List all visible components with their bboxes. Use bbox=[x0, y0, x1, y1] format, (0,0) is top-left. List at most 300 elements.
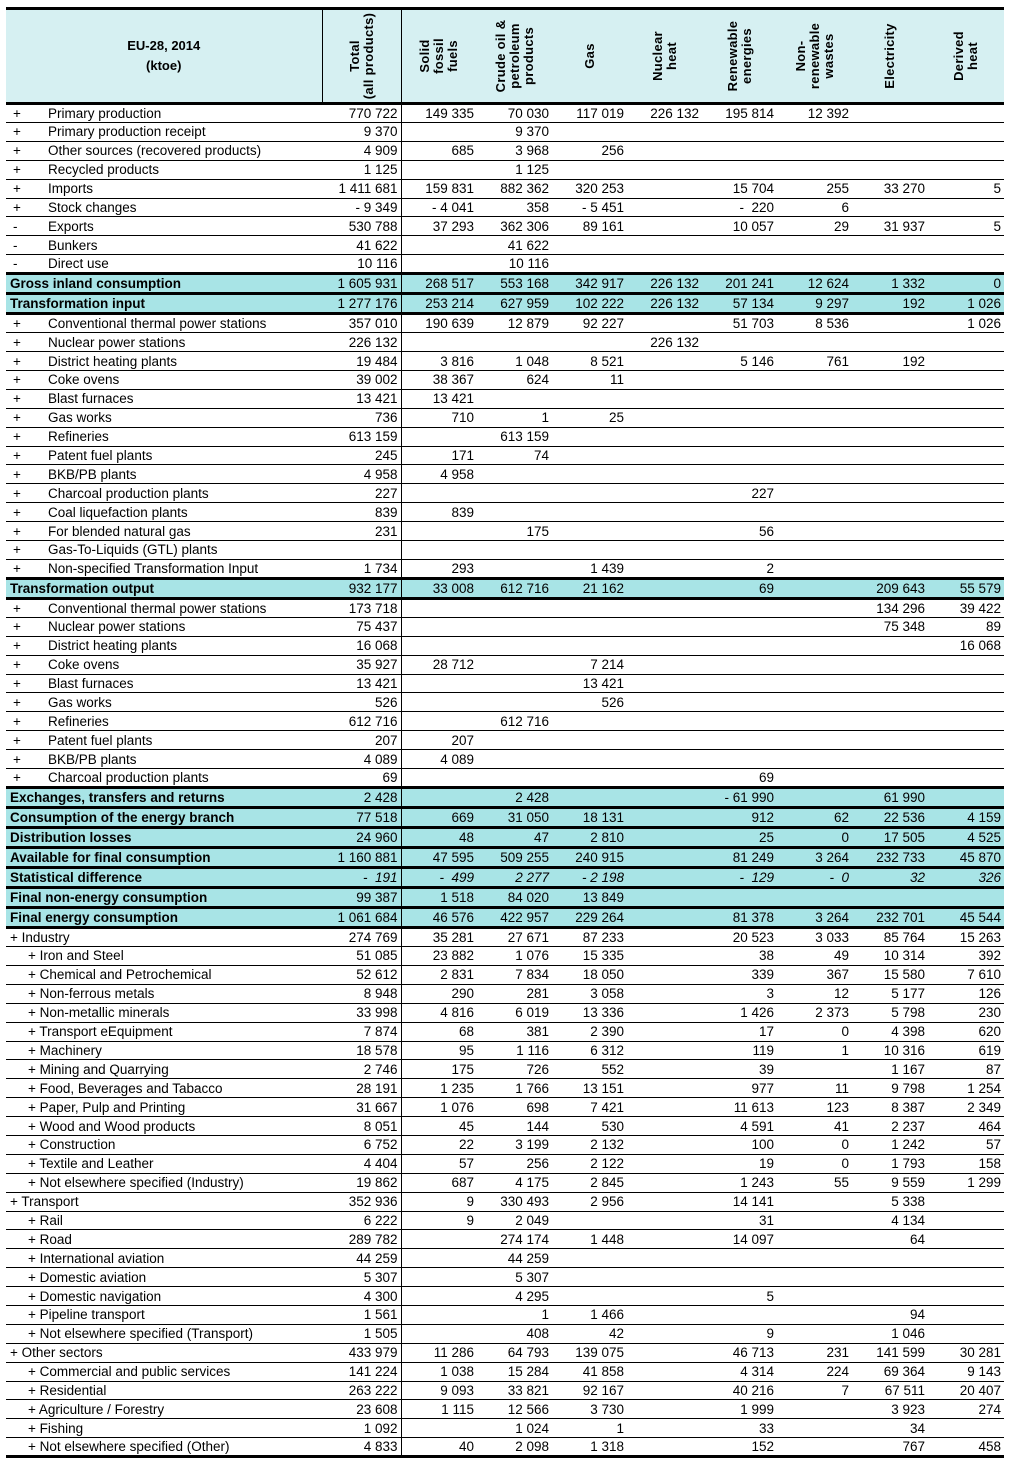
row-sign: + bbox=[6, 141, 42, 160]
cell-solid-fossil-fuels: 4 089 bbox=[401, 750, 477, 769]
cell-gas: 1 318 bbox=[552, 1438, 627, 1457]
cell-gas bbox=[552, 541, 627, 560]
row-label: Charcoal production plants bbox=[42, 769, 322, 788]
cell-solid-fossil-fuels: 46 576 bbox=[401, 908, 477, 928]
cell-electricity bbox=[852, 1268, 928, 1287]
cell-derived-heat: 326 bbox=[928, 868, 1004, 888]
cell-gas: 256 bbox=[552, 141, 627, 160]
cell-total: 99 387 bbox=[322, 888, 401, 908]
cell-total: 227 bbox=[322, 484, 401, 503]
cell-crude-oil bbox=[477, 769, 552, 788]
cell-electricity bbox=[852, 1287, 928, 1306]
cell-electricity: 4 398 bbox=[852, 1022, 928, 1041]
cell-nuclear-heat bbox=[627, 1060, 702, 1079]
cell-solid-fossil-fuels: 1 235 bbox=[401, 1079, 477, 1098]
cell-total: 35 927 bbox=[322, 655, 401, 674]
cell-derived-heat bbox=[928, 104, 1004, 123]
table-row bbox=[6, 559, 1004, 578]
cell-non-renewable-wastes bbox=[777, 1211, 852, 1230]
cell-gas: 117 019 bbox=[552, 104, 627, 123]
cell-gas: 2 132 bbox=[552, 1135, 627, 1154]
cell-nuclear-heat bbox=[627, 1343, 702, 1362]
cell-total: 1 561 bbox=[322, 1305, 401, 1324]
cell-derived-heat: 4 525 bbox=[928, 828, 1004, 848]
table-row bbox=[6, 198, 1004, 217]
row-label: + Paper, Pulp and Printing bbox=[6, 1098, 322, 1117]
cell-non-renewable-wastes: 123 bbox=[777, 1098, 852, 1117]
row-sign: + bbox=[6, 636, 42, 655]
cell-gas: 3 730 bbox=[552, 1400, 627, 1419]
cell-gas: 18 131 bbox=[552, 808, 627, 828]
row-label: Imports bbox=[42, 179, 322, 198]
cell-non-renewable-wastes: 11 bbox=[777, 1079, 852, 1098]
cell-electricity: 33 270 bbox=[852, 179, 928, 198]
table-row bbox=[6, 1305, 1004, 1324]
cell-solid-fossil-fuels: 669 bbox=[401, 808, 477, 828]
cell-total: 4 833 bbox=[322, 1438, 401, 1457]
row-label: Direct use bbox=[42, 255, 322, 274]
cell-solid-fossil-fuels: 45 bbox=[401, 1117, 477, 1136]
cell-nuclear-heat bbox=[627, 389, 702, 408]
cell-electricity bbox=[852, 333, 928, 352]
table-row bbox=[6, 578, 1004, 598]
cell-gas: 320 253 bbox=[552, 179, 627, 198]
cell-total: 357 010 bbox=[322, 314, 401, 333]
cell-renewable-energies bbox=[702, 333, 777, 352]
cell-crude-oil: 1 048 bbox=[477, 352, 552, 371]
header-row bbox=[6, 9, 1004, 104]
row-sign: + bbox=[6, 160, 42, 179]
cell-non-renewable-wastes: 0 bbox=[777, 1154, 852, 1173]
cell-gas bbox=[552, 503, 627, 522]
cell-renewable-energies bbox=[702, 389, 777, 408]
cell-crude-oil: 509 255 bbox=[477, 848, 552, 868]
cell-gas: 87 233 bbox=[552, 928, 627, 947]
table-title bbox=[6, 9, 322, 104]
cell-nuclear-heat bbox=[627, 636, 702, 655]
cell-renewable-energies bbox=[702, 1305, 777, 1324]
cell-nuclear-heat bbox=[627, 1400, 702, 1419]
cell-gas: 25 bbox=[552, 408, 627, 427]
cell-gas: 13 336 bbox=[552, 1003, 627, 1022]
cell-crude-oil: 74 bbox=[477, 446, 552, 465]
table-row bbox=[6, 769, 1004, 788]
cell-derived-heat: 15 263 bbox=[928, 928, 1004, 947]
cell-electricity: 69 364 bbox=[852, 1362, 928, 1381]
cell-total: 231 bbox=[322, 522, 401, 541]
col-header-label: Gas bbox=[581, 43, 597, 69]
cell-gas: 229 264 bbox=[552, 908, 627, 928]
cell-derived-heat bbox=[928, 1211, 1004, 1230]
cell-non-renewable-wastes: 0 bbox=[777, 828, 852, 848]
cell-derived-heat: 45 870 bbox=[928, 848, 1004, 868]
row-sign: + bbox=[6, 446, 42, 465]
cell-total: 352 936 bbox=[322, 1192, 401, 1211]
cell-total: 16 068 bbox=[322, 636, 401, 655]
row-label: + Wood and Wood products bbox=[6, 1117, 322, 1136]
cell-renewable-energies: 5 146 bbox=[702, 352, 777, 371]
cell-electricity: 192 bbox=[852, 352, 928, 371]
table-row bbox=[6, 617, 1004, 636]
row-sign: + bbox=[6, 674, 42, 693]
table-row bbox=[6, 598, 1004, 617]
cell-electricity: 15 580 bbox=[852, 965, 928, 984]
cell-nuclear-heat bbox=[627, 848, 702, 868]
cell-gas: 2 845 bbox=[552, 1173, 627, 1192]
cell-renewable-energies bbox=[702, 750, 777, 769]
cell-non-renewable-wastes bbox=[777, 160, 852, 179]
cell-non-renewable-wastes bbox=[777, 333, 852, 352]
cell-derived-heat bbox=[928, 674, 1004, 693]
row-sign: + bbox=[6, 541, 42, 560]
cell-nuclear-heat bbox=[627, 236, 702, 255]
row-label: BKB/PB plants bbox=[42, 750, 322, 769]
cell-gas: 3 058 bbox=[552, 984, 627, 1003]
cell-electricity: 31 937 bbox=[852, 217, 928, 236]
cell-gas bbox=[552, 427, 627, 446]
cell-electricity bbox=[852, 731, 928, 750]
row-label: + Not elsewhere specified (Industry) bbox=[6, 1173, 322, 1192]
cell-crude-oil: 27 671 bbox=[477, 928, 552, 947]
cell-solid-fossil-fuels: 9 bbox=[401, 1211, 477, 1230]
cell-electricity: 9 798 bbox=[852, 1079, 928, 1098]
col-header-label: Derived heat bbox=[951, 31, 980, 81]
cell-gas bbox=[552, 1211, 627, 1230]
cell-gas bbox=[552, 236, 627, 255]
cell-renewable-energies bbox=[702, 123, 777, 142]
cell-total: - 9 349 bbox=[322, 198, 401, 217]
cell-nuclear-heat bbox=[627, 371, 702, 390]
cell-total: 141 224 bbox=[322, 1362, 401, 1381]
col-header-label: Nuclear heat bbox=[649, 31, 679, 81]
cell-total: 6 752 bbox=[322, 1135, 401, 1154]
cell-gas: - 5 451 bbox=[552, 198, 627, 217]
row-label: + Machinery bbox=[6, 1041, 322, 1060]
col-header-nuclear-heat bbox=[627, 9, 702, 104]
row-label: + Pipeline transport bbox=[6, 1305, 322, 1324]
table-row bbox=[6, 1381, 1004, 1400]
cell-gas bbox=[552, 788, 627, 808]
cell-non-renewable-wastes bbox=[777, 559, 852, 578]
row-label: + Iron and Steel bbox=[6, 947, 322, 966]
cell-nuclear-heat bbox=[627, 198, 702, 217]
cell-nuclear-heat bbox=[627, 1438, 702, 1457]
row-sign: + bbox=[6, 598, 42, 617]
cell-electricity bbox=[852, 160, 928, 179]
cell-non-renewable-wastes: 3 264 bbox=[777, 908, 852, 928]
cell-total: 613 159 bbox=[322, 427, 401, 446]
cell-crude-oil: 4 175 bbox=[477, 1173, 552, 1192]
cell-crude-oil: 553 168 bbox=[477, 274, 552, 294]
cell-solid-fossil-fuels: 68 bbox=[401, 1022, 477, 1041]
cell-nuclear-heat bbox=[627, 1079, 702, 1098]
cell-non-renewable-wastes: 8 536 bbox=[777, 314, 852, 333]
cell-electricity: 22 536 bbox=[852, 808, 928, 828]
cell-renewable-energies: 15 704 bbox=[702, 179, 777, 198]
cell-derived-heat bbox=[928, 389, 1004, 408]
cell-total: 9 370 bbox=[322, 123, 401, 142]
cell-electricity bbox=[852, 123, 928, 142]
row-label: Transformation input bbox=[6, 294, 322, 314]
row-sign: + bbox=[6, 655, 42, 674]
cell-nuclear-heat bbox=[627, 1211, 702, 1230]
row-label: Stock changes bbox=[42, 198, 322, 217]
cell-total: 1 125 bbox=[322, 160, 401, 179]
cell-electricity: 8 387 bbox=[852, 1098, 928, 1117]
cell-gas: 139 075 bbox=[552, 1343, 627, 1362]
cell-nuclear-heat bbox=[627, 1135, 702, 1154]
cell-solid-fossil-fuels: 268 517 bbox=[401, 274, 477, 294]
cell-electricity bbox=[852, 655, 928, 674]
cell-crude-oil bbox=[477, 617, 552, 636]
cell-non-renewable-wastes: 12 bbox=[777, 984, 852, 1003]
cell-crude-oil: 882 362 bbox=[477, 179, 552, 198]
cell-electricity bbox=[852, 255, 928, 274]
cell-renewable-energies bbox=[702, 236, 777, 255]
cell-crude-oil bbox=[477, 750, 552, 769]
cell-gas: 13 151 bbox=[552, 1079, 627, 1098]
cell-renewable-energies: - 129 bbox=[702, 868, 777, 888]
cell-solid-fossil-fuels: 48 bbox=[401, 828, 477, 848]
cell-renewable-energies bbox=[702, 731, 777, 750]
cell-solid-fossil-fuels bbox=[401, 598, 477, 617]
cell-solid-fossil-fuels: - 4 041 bbox=[401, 198, 477, 217]
cell-renewable-energies: 14 141 bbox=[702, 1192, 777, 1211]
table-row bbox=[6, 503, 1004, 522]
row-label: + Textile and Leather bbox=[6, 1154, 322, 1173]
cell-solid-fossil-fuels: 40 bbox=[401, 1438, 477, 1457]
table-row bbox=[6, 1079, 1004, 1098]
cell-non-renewable-wastes bbox=[777, 750, 852, 769]
table-row bbox=[6, 179, 1004, 198]
cell-solid-fossil-fuels: 35 281 bbox=[401, 928, 477, 947]
cell-derived-heat bbox=[928, 1287, 1004, 1306]
cell-crude-oil: 4 295 bbox=[477, 1287, 552, 1306]
cell-nuclear-heat bbox=[627, 484, 702, 503]
row-label: Gross inland consumption bbox=[6, 274, 322, 294]
cell-total: 18 578 bbox=[322, 1041, 401, 1060]
cell-crude-oil: 1 076 bbox=[477, 947, 552, 966]
col-header-label: Total (all products) bbox=[346, 12, 376, 100]
cell-total: 226 132 bbox=[322, 333, 401, 352]
table-row bbox=[6, 908, 1004, 928]
cell-derived-heat bbox=[928, 160, 1004, 179]
cell-solid-fossil-fuels: 9 093 bbox=[401, 1381, 477, 1400]
row-sign: + bbox=[6, 503, 42, 522]
cell-crude-oil: 624 bbox=[477, 371, 552, 390]
cell-derived-heat bbox=[928, 559, 1004, 578]
cell-non-renewable-wastes bbox=[777, 484, 852, 503]
cell-crude-oil: 612 716 bbox=[477, 712, 552, 731]
cell-crude-oil: 2 277 bbox=[477, 868, 552, 888]
row-label: + Agriculture / Forestry bbox=[6, 1400, 322, 1419]
row-label: Recycled products bbox=[42, 160, 322, 179]
cell-non-renewable-wastes: 1 bbox=[777, 1041, 852, 1060]
cell-electricity: 1 332 bbox=[852, 274, 928, 294]
cell-renewable-energies bbox=[702, 446, 777, 465]
cell-crude-oil bbox=[477, 465, 552, 484]
cell-electricity bbox=[852, 769, 928, 788]
cell-nuclear-heat bbox=[627, 750, 702, 769]
table-row bbox=[6, 965, 1004, 984]
row-label: + Not elsewhere specified (Other) bbox=[6, 1438, 322, 1457]
cell-solid-fossil-fuels: 207 bbox=[401, 731, 477, 750]
cell-derived-heat: 126 bbox=[928, 984, 1004, 1003]
cell-non-renewable-wastes bbox=[777, 888, 852, 908]
cell-derived-heat: 620 bbox=[928, 1022, 1004, 1041]
table-row bbox=[6, 1230, 1004, 1249]
row-label: + Other sectors bbox=[6, 1343, 322, 1362]
cell-crude-oil: 408 bbox=[477, 1324, 552, 1343]
row-label: + Rail bbox=[6, 1211, 322, 1230]
cell-nuclear-heat bbox=[627, 217, 702, 236]
table-row bbox=[6, 294, 1004, 314]
table-row bbox=[6, 1362, 1004, 1381]
row-label: Gas works bbox=[42, 693, 322, 712]
cell-crude-oil: 281 bbox=[477, 984, 552, 1003]
cell-renewable-energies: - 220 bbox=[702, 198, 777, 217]
cell-crude-oil: 330 493 bbox=[477, 1192, 552, 1211]
row-label: + Food, Beverages and Tabacco bbox=[6, 1079, 322, 1098]
cell-gas: 6 312 bbox=[552, 1041, 627, 1060]
row-label: + Domestic aviation bbox=[6, 1268, 322, 1287]
cell-electricity: 17 505 bbox=[852, 828, 928, 848]
cell-solid-fossil-fuels bbox=[401, 1230, 477, 1249]
row-sign: - bbox=[6, 255, 42, 274]
cell-renewable-energies: 81 378 bbox=[702, 908, 777, 928]
cell-gas bbox=[552, 484, 627, 503]
cell-electricity: 1 793 bbox=[852, 1154, 928, 1173]
cell-renewable-energies: 1 426 bbox=[702, 1003, 777, 1022]
cell-crude-oil bbox=[477, 559, 552, 578]
cell-non-renewable-wastes bbox=[777, 655, 852, 674]
cell-non-renewable-wastes bbox=[777, 617, 852, 636]
cell-non-renewable-wastes bbox=[777, 636, 852, 655]
cell-total: 77 518 bbox=[322, 808, 401, 828]
row-label: Gas-To-Liquids (GTL) plants bbox=[42, 541, 322, 560]
cell-nuclear-heat bbox=[627, 693, 702, 712]
cell-derived-heat bbox=[928, 446, 1004, 465]
cell-derived-heat bbox=[928, 750, 1004, 769]
cell-derived-heat: 1 026 bbox=[928, 314, 1004, 333]
cell-derived-heat bbox=[928, 541, 1004, 560]
table-row bbox=[6, 636, 1004, 655]
cell-renewable-energies: 20 523 bbox=[702, 928, 777, 947]
cell-total: 13 421 bbox=[322, 389, 401, 408]
row-label: Patent fuel plants bbox=[42, 731, 322, 750]
cell-electricity bbox=[852, 1249, 928, 1268]
cell-electricity bbox=[852, 141, 928, 160]
cell-electricity: 75 348 bbox=[852, 617, 928, 636]
cell-electricity: 1 242 bbox=[852, 1135, 928, 1154]
cell-nuclear-heat: 226 132 bbox=[627, 274, 702, 294]
cell-crude-oil: 613 159 bbox=[477, 427, 552, 446]
cell-non-renewable-wastes bbox=[777, 503, 852, 522]
cell-crude-oil: 362 306 bbox=[477, 217, 552, 236]
cell-renewable-energies: 912 bbox=[702, 808, 777, 828]
cell-non-renewable-wastes bbox=[777, 712, 852, 731]
row-label: + Commercial and public services bbox=[6, 1362, 322, 1381]
row-label: Nuclear power stations bbox=[42, 617, 322, 636]
cell-derived-heat bbox=[928, 503, 1004, 522]
cell-solid-fossil-fuels: 22 bbox=[401, 1135, 477, 1154]
cell-gas bbox=[552, 389, 627, 408]
table-row bbox=[6, 522, 1004, 541]
cell-gas: 2 810 bbox=[552, 828, 627, 848]
cell-renewable-energies: 152 bbox=[702, 1438, 777, 1457]
cell-total: 10 116 bbox=[322, 255, 401, 274]
cell-solid-fossil-fuels: 28 712 bbox=[401, 655, 477, 674]
cell-gas bbox=[552, 636, 627, 655]
cell-gas: 102 222 bbox=[552, 294, 627, 314]
cell-non-renewable-wastes bbox=[777, 446, 852, 465]
cell-electricity bbox=[852, 693, 928, 712]
cell-nuclear-heat bbox=[627, 255, 702, 274]
row-label: For blended natural gas bbox=[42, 522, 322, 541]
cell-non-renewable-wastes bbox=[777, 769, 852, 788]
table-row bbox=[6, 928, 1004, 947]
cell-electricity bbox=[852, 484, 928, 503]
cell-derived-heat: 230 bbox=[928, 1003, 1004, 1022]
cell-nuclear-heat bbox=[627, 888, 702, 908]
cell-nuclear-heat bbox=[627, 160, 702, 179]
cell-electricity: 67 511 bbox=[852, 1381, 928, 1400]
row-label: Non-specified Transformation Input bbox=[42, 559, 322, 578]
cell-electricity: 141 599 bbox=[852, 1343, 928, 1362]
cell-derived-heat bbox=[928, 712, 1004, 731]
cell-electricity: 209 643 bbox=[852, 578, 928, 598]
cell-solid-fossil-fuels: 9 bbox=[401, 1192, 477, 1211]
cell-gas: 2 390 bbox=[552, 1022, 627, 1041]
row-sign: + bbox=[6, 389, 42, 408]
cell-solid-fossil-fuels bbox=[401, 522, 477, 541]
cell-electricity: 9 559 bbox=[852, 1173, 928, 1192]
cell-derived-heat: 392 bbox=[928, 947, 1004, 966]
cell-gas: 552 bbox=[552, 1060, 627, 1079]
table-row bbox=[6, 1192, 1004, 1211]
col-header-total bbox=[322, 9, 401, 104]
cell-crude-oil: 726 bbox=[477, 1060, 552, 1079]
cell-total: 52 612 bbox=[322, 965, 401, 984]
col-header-crude-oil bbox=[477, 9, 552, 104]
cell-gas: 7 421 bbox=[552, 1098, 627, 1117]
cell-derived-heat bbox=[928, 1268, 1004, 1287]
cell-nuclear-heat: 226 132 bbox=[627, 333, 702, 352]
table-row bbox=[6, 947, 1004, 966]
cell-nuclear-heat bbox=[627, 123, 702, 142]
table-row bbox=[6, 1438, 1004, 1457]
cell-nuclear-heat bbox=[627, 984, 702, 1003]
cell-solid-fossil-fuels: 290 bbox=[401, 984, 477, 1003]
cell-derived-heat: 57 bbox=[928, 1135, 1004, 1154]
table-row bbox=[6, 314, 1004, 333]
cell-gas bbox=[552, 1287, 627, 1306]
cell-non-renewable-wastes: 9 297 bbox=[777, 294, 852, 314]
cell-derived-heat: 619 bbox=[928, 1041, 1004, 1060]
row-sign: + bbox=[6, 559, 42, 578]
row-label: Conventional thermal power stations bbox=[42, 314, 322, 333]
cell-non-renewable-wastes bbox=[777, 123, 852, 142]
cell-renewable-energies: 1 999 bbox=[702, 1400, 777, 1419]
cell-nuclear-heat bbox=[627, 1230, 702, 1249]
cell-derived-heat bbox=[928, 427, 1004, 446]
cell-nuclear-heat bbox=[627, 1117, 702, 1136]
cell-nuclear-heat bbox=[627, 1098, 702, 1117]
col-header-label: Non- renewable wastes bbox=[792, 22, 836, 90]
cell-non-renewable-wastes bbox=[777, 541, 852, 560]
row-label: Bunkers bbox=[42, 236, 322, 255]
cell-nuclear-heat bbox=[627, 559, 702, 578]
